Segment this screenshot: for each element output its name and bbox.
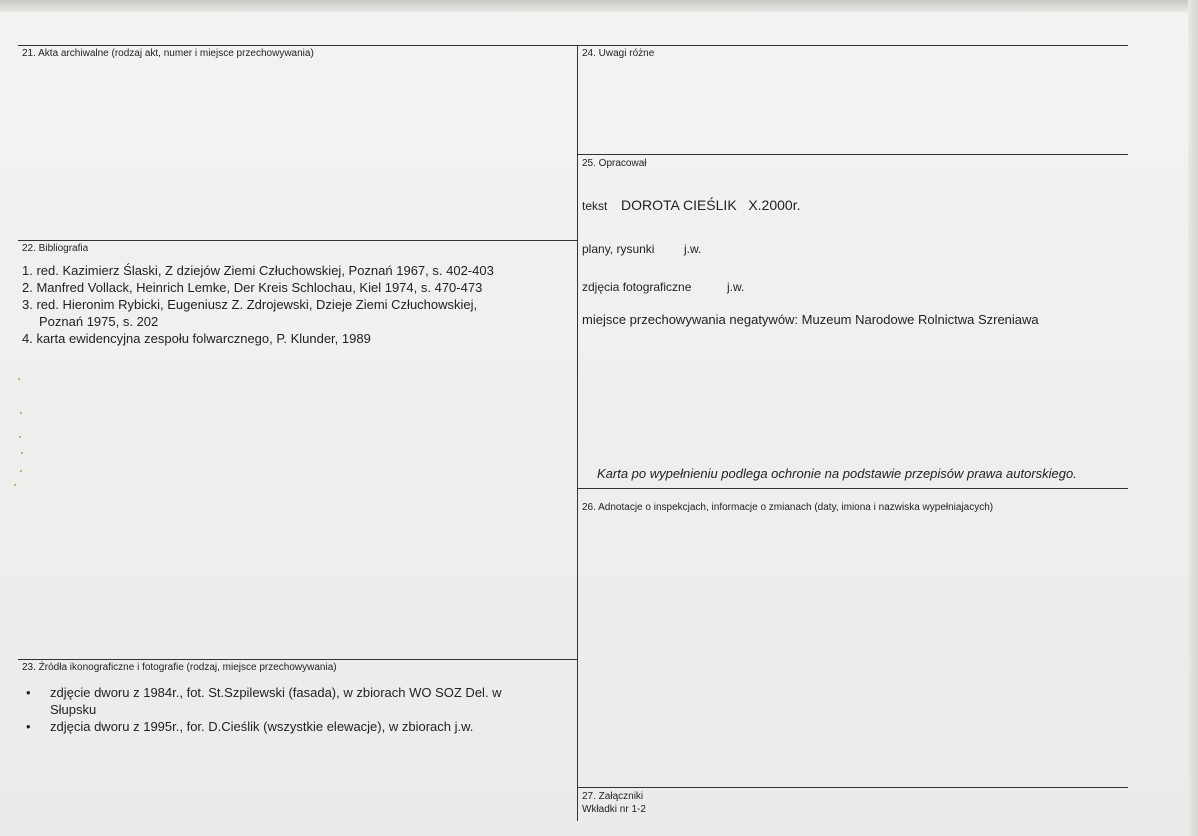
field-25-label: 25. Opracował (582, 158, 647, 169)
scan-speck (18, 378, 20, 380)
tekst-value: DOROTA CIEŚLIK X.2000r. (621, 197, 801, 213)
iconography-item-text: zdjęcie dworu z 1984r., fot. St.Szpilewski (fasada), w zbiorach WO SOZ Del. w (50, 685, 502, 700)
plany-label: plany, rysunki (582, 242, 655, 256)
iconography-item-text: zdjęcia dworu z 1995r., for. D.Cieślik (wszystkie elewacje), w zbiorach j.w. (50, 719, 474, 734)
bibliography-item: 3. red. Hieronim Rybicki, Eugeniusz Z. Zdrojewski, Dzieje Ziemi Człuchowskiej, (22, 297, 478, 312)
field-22-label: 22. Bibliografia (22, 243, 89, 254)
field-26-label: 26. Adnotacje o inspekcjach, informacje o zmianach (daty, imiona i nazwiska wypełniajacych) (582, 502, 994, 513)
bibliography-item: 1. red. Kazimierz Ślaski, Z dziejów Ziemi Człuchowskiej, Poznań 1967, s. 402-403 (22, 263, 494, 278)
bibliography-item-continuation: Poznań 1975, s. 202 (39, 314, 159, 329)
copyright-notice: Karta po wypełnieniu podlega ochronie na podstawie przepisów prawa autorskiego. (597, 466, 1077, 481)
scan-right-edge (1188, 0, 1198, 836)
iconography-item (22, 718, 502, 735)
field-27-label: 27. Załączniki (582, 791, 644, 802)
negatywy-location: miejsce przechowywania negatywów: Muzeum Narodowe Rolnictwa Szreniawa (582, 312, 1039, 327)
bibliography-item: 2. Manfred Vollack, Heinrich Lemke, Der Kreis Schlochau, Kiel 1974, s. 470-473 (22, 280, 483, 295)
bibliography-item: 4. karta ewidencyjna zespołu folwarcznego, P. Klunder, 1989 (22, 331, 371, 346)
field-27-value: Wkładki nr 1-2 (582, 804, 646, 815)
tekst-label: tekst (582, 199, 608, 213)
field-21-label: 21. Akta archiwalne (rodzaj akt, numer i miejsce przechowywania) (22, 48, 314, 59)
scan-speck (19, 436, 21, 438)
iconography-item-continuation (22, 701, 502, 718)
bullet-icon: • (26, 685, 31, 700)
rule-24-25 (577, 154, 1128, 155)
rule-26-27 (577, 787, 1128, 788)
scan-speck (20, 470, 22, 472)
zdjecia-label: zdjęcia fotograficzne (582, 280, 692, 294)
column-divider (577, 45, 578, 821)
bullet-icon: • (26, 719, 31, 734)
scan-speck (20, 412, 22, 414)
rule-21-22 (18, 240, 578, 241)
scan-top-edge (0, 0, 1198, 12)
scan-speck (14, 484, 16, 486)
rule-25-26 (577, 488, 1128, 489)
plany-value: j.w. (684, 242, 702, 256)
field-23-label: 23. Źródła ikonograficzne i fotografie (rodzaj, miejsce przechowywania) (22, 662, 337, 673)
iconography-list (22, 684, 502, 735)
form-top-rule (18, 45, 1128, 46)
iconography-item-text: Słupsku (50, 702, 97, 717)
zdjecia-value: j.w. (727, 280, 745, 294)
iconography-item (22, 684, 502, 701)
rule-22-23 (18, 659, 578, 660)
scan-speck (21, 452, 23, 454)
field-24-label: 24. Uwagi różne (582, 48, 655, 59)
bibliography-list (22, 262, 494, 347)
